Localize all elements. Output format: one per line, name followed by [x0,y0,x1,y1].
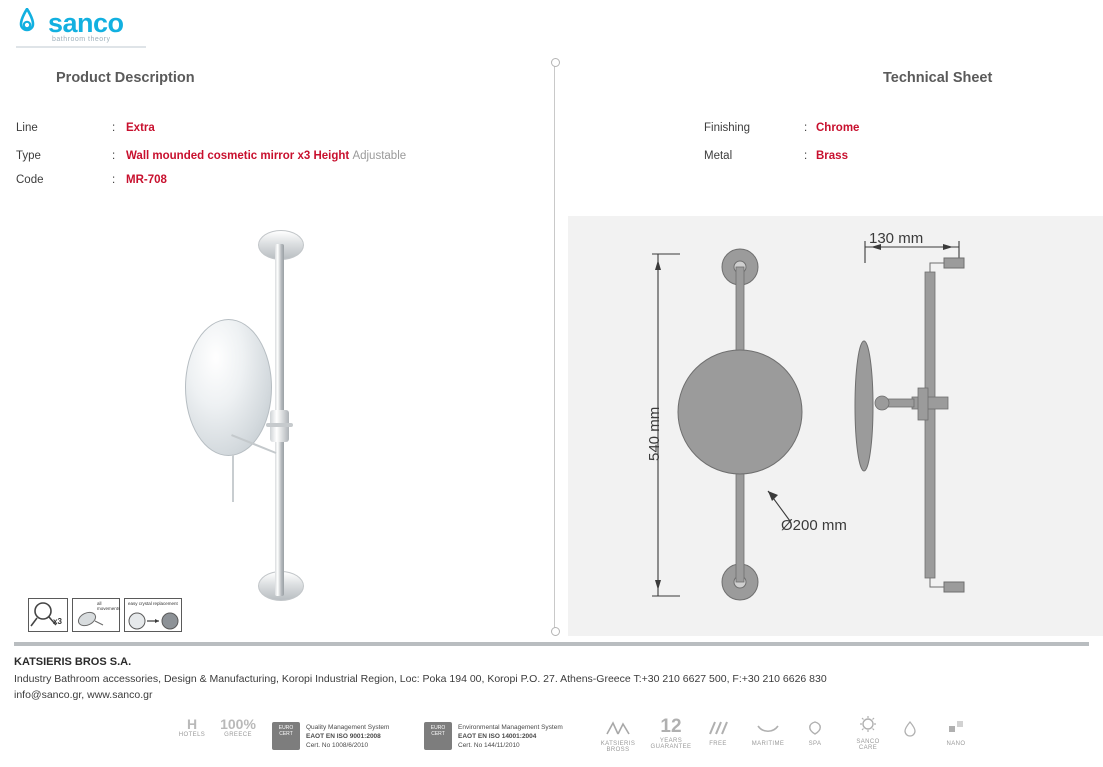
cert-katsieris-bross [590,720,646,753]
spec-value-line: Extra [126,122,155,134]
spec-label-line: Line [16,122,38,134]
cert-pvc-caption: FREE [709,741,727,747]
spec-label-type: Type [16,150,41,162]
certificate-icon-environment [424,722,452,750]
spa-icon [800,720,830,741]
product-description-title: Product Description [56,70,195,86]
cert-pvc-free [698,720,738,747]
water-drop-icon [12,8,42,38]
crystal-swap-icon [126,612,182,632]
spec-colon-line: : [112,122,116,134]
euro-cert-line1: EURO [278,725,294,731]
spec-label-finishing: Finishing [704,122,751,134]
cert-nano-caption: NANO [946,741,966,747]
magnification-badge-label: x3 [53,617,62,626]
cert-sanco-care [848,714,888,751]
spec-value-type-suffix: Adjustable [352,150,407,162]
technical-sheet-title: Technical Sheet [883,70,993,86]
easy-crystal-replacement-badge-label: easy crystal replacement [128,601,178,606]
euro-cert2-line1: EURO [430,725,446,731]
diameter-dimension-label: Ø200 mm [781,517,847,534]
spec-colon-finishing: : [804,122,808,134]
vertical-divider [554,66,555,634]
footer-contact: info@sanco.gr, www.sanco.gr [14,689,153,701]
divider-dot-top [551,58,560,67]
pvc-free-icon [698,720,738,741]
anchor-icon [745,720,791,741]
spec-label-metal: Metal [704,150,733,162]
cert-environmental-management [458,724,563,750]
cert-katsieris-caption: KATSIERIS BROSS [600,741,636,753]
cert-quality-number: Cert. No 1008/6/2010 [306,741,369,749]
brand-name: sanco [48,8,124,38]
spec-label-code: Code [16,174,44,186]
cert-quality-management [306,724,389,750]
magnification-badge [28,598,68,632]
all-movements-badge-label: all movements [97,601,121,611]
certificate-icon-quality [272,722,300,750]
certification-strip [160,714,1000,764]
brand-tagline: bathroom theory [52,36,111,43]
spec-value-finishing: Chrome [816,122,860,134]
spec-colon-code: : [112,174,116,186]
footer-company-name: KATSIERIS BROS S.A. [14,656,132,668]
footer-divider [14,642,1089,646]
mirror-stem [232,454,234,502]
nano-icon [938,718,974,741]
spec-value-type [126,150,406,162]
spec-value-type-main: Wall mounded cosmetic mirror x3 Height [126,150,350,162]
spec-value-metal: Brass [816,150,848,162]
cert-spa [800,720,830,747]
spec-value-code: MR-708 [126,174,167,186]
product-photo [180,222,320,607]
hotel-icon: H [186,716,198,732]
cert-sanco-care-caption: SANCO CARE [856,739,880,751]
cert-made-in-greece [216,716,260,738]
cert-quality-title: Quality Management System [306,724,390,731]
brand-logo [8,6,148,50]
cert-hotels [172,716,212,738]
cert-maritime-caption: MARITIME [751,741,785,747]
spec-colon-type: : [112,150,116,162]
cert-maritime [745,720,791,747]
cosmetic-mirror [185,319,272,456]
lightbulb-icon [848,714,888,739]
cert-years-caption: YEARS GUARANTEE [650,738,692,750]
guarantee-icon: 12 [660,716,682,737]
depth-dimension-label: 130 mm [869,230,924,247]
cert-nano [938,718,974,747]
mountain-icon [590,720,646,741]
cert-env-standard: EAOT EN ISO 14001:2004 [458,732,537,740]
cert-env-number: Cert. No 144/11/2010 [458,741,520,749]
logo-underline [16,46,146,48]
cert-quality-standard: EAOT EN ISO 9001:2008 [306,732,381,740]
divider-dot-bottom [551,627,560,636]
height-dimension-label: 540 mm [646,406,663,461]
easy-crystal-replacement-badge [124,598,182,632]
cert-spa-caption: SPA [808,741,822,747]
cert-greece-caption: GREECE [224,732,252,738]
footer-address: Industry Bathroom accessories, Design & Manufacturing, Koropi Industrial Region, Loc: Poka 194 00, Koropi P.O. 27. Athens-Greece T:+30 210 6627 500, F:+30 210 6626 830 [14,673,827,685]
spec-colon-metal: : [804,150,808,162]
euro-cert2-line2: CERT [431,730,445,737]
cert-water-saving [895,720,925,743]
euro-cert-line2: CERT [279,730,293,737]
cert-hotels-caption: HOTELS [178,732,206,738]
technical-drawing [568,216,1103,636]
all-movements-badge [72,598,120,632]
rail-slider [270,410,289,442]
cert-env-title: Environmental Management System [458,724,563,731]
greece-flag-icon: 100% [220,716,256,732]
droplet-icon [895,720,925,743]
cert-12-years [650,716,692,750]
